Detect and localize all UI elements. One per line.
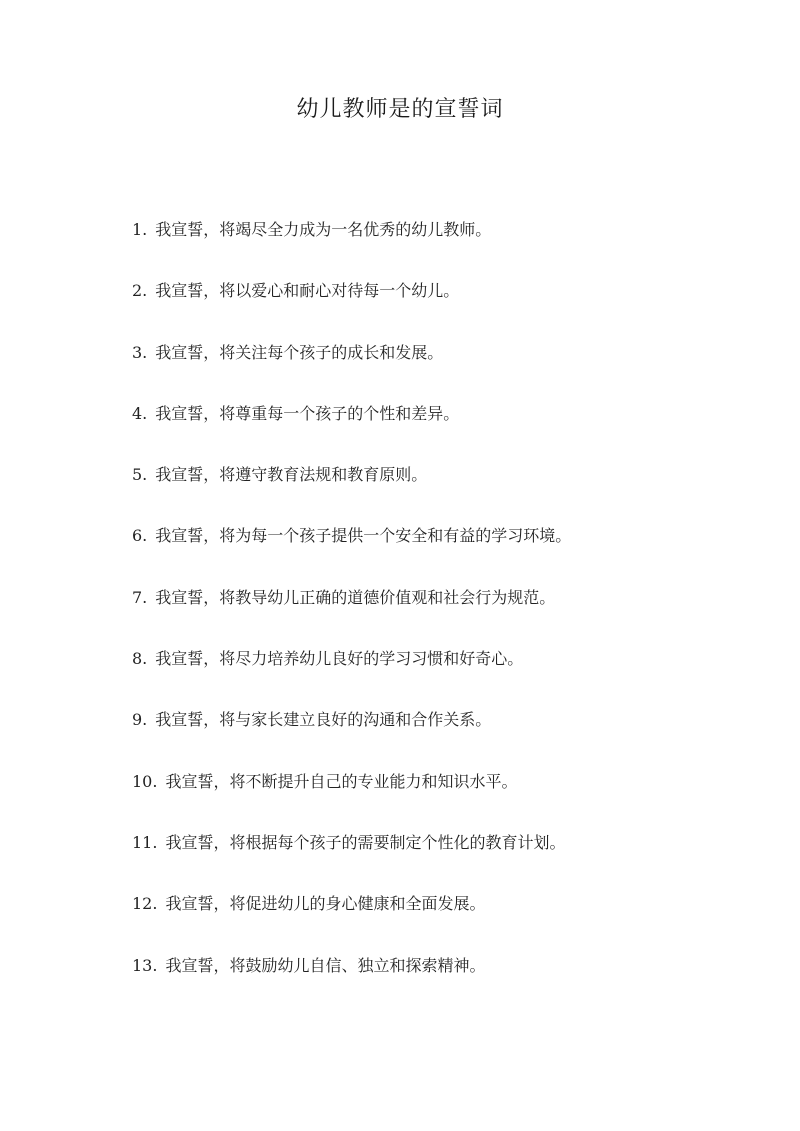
item-text: 我宣誓，将与家长建立良好的沟通和合作关系。 — [155, 710, 492, 730]
item-text: 我宣誓，将以爱心和耐心对待每一个幼儿。 — [155, 281, 460, 301]
item-number: 3. — [132, 342, 148, 362]
list-item — [132, 216, 732, 277]
list-item — [132, 829, 732, 890]
item-number: 6. — [132, 526, 148, 546]
item-number: 5. — [132, 465, 148, 485]
item-text: 我宣誓，将尽力培养幼儿良好的学习习惯和好奇心。 — [155, 649, 524, 669]
item-number: 8. — [132, 649, 148, 669]
oath-list — [132, 216, 732, 1013]
item-text: 我宣誓，将尊重每一个孩子的个性和差异。 — [155, 403, 460, 423]
list-item — [132, 400, 732, 461]
list-item — [132, 339, 732, 400]
item-text: 我宣誓，将根据每个孩子的需要制定个性化的教育计划。 — [165, 832, 566, 852]
item-number: 10. — [132, 771, 158, 791]
item-number: 13. — [132, 955, 158, 975]
item-text: 我宣誓，将竭尽全力成为一名优秀的幼儿教师。 — [155, 220, 492, 239]
list-item — [132, 890, 732, 951]
list-item — [132, 706, 732, 767]
item-number: 2. — [132, 281, 148, 301]
list-item — [132, 645, 732, 706]
document-title: 幼儿教师是的宣誓词 — [296, 97, 504, 122]
list-item — [132, 768, 732, 829]
item-number: 1. — [132, 220, 148, 239]
list-item — [132, 952, 732, 1013]
item-text: 我宣誓，将为每一个孩子提供一个安全和有益的学习环境。 — [155, 526, 572, 546]
item-text: 我宣誓，将关注每个孩子的成长和发展。 — [155, 342, 444, 362]
item-number: 9. — [132, 710, 148, 730]
item-number: 12. — [132, 894, 158, 914]
list-item — [132, 522, 732, 583]
item-text: 我宣誓，将促进幼儿的身心健康和全面发展。 — [165, 894, 486, 914]
item-number: 4. — [132, 403, 148, 423]
list-item — [132, 584, 732, 645]
list-item — [132, 277, 732, 338]
list-item — [132, 461, 732, 522]
item-number: 7. — [132, 587, 148, 607]
item-text: 我宣誓，将鼓励幼儿自信、独立和探索精神。 — [165, 955, 486, 975]
item-text: 我宣誓，将不断提升自己的专业能力和知识水平。 — [165, 771, 518, 791]
item-text: 我宣誓，将教导幼儿正确的道德价值观和社会行为规范。 — [155, 587, 556, 607]
item-text: 我宣誓，将遵守教育法规和教育原则。 — [155, 465, 428, 485]
item-number: 11. — [132, 832, 158, 852]
